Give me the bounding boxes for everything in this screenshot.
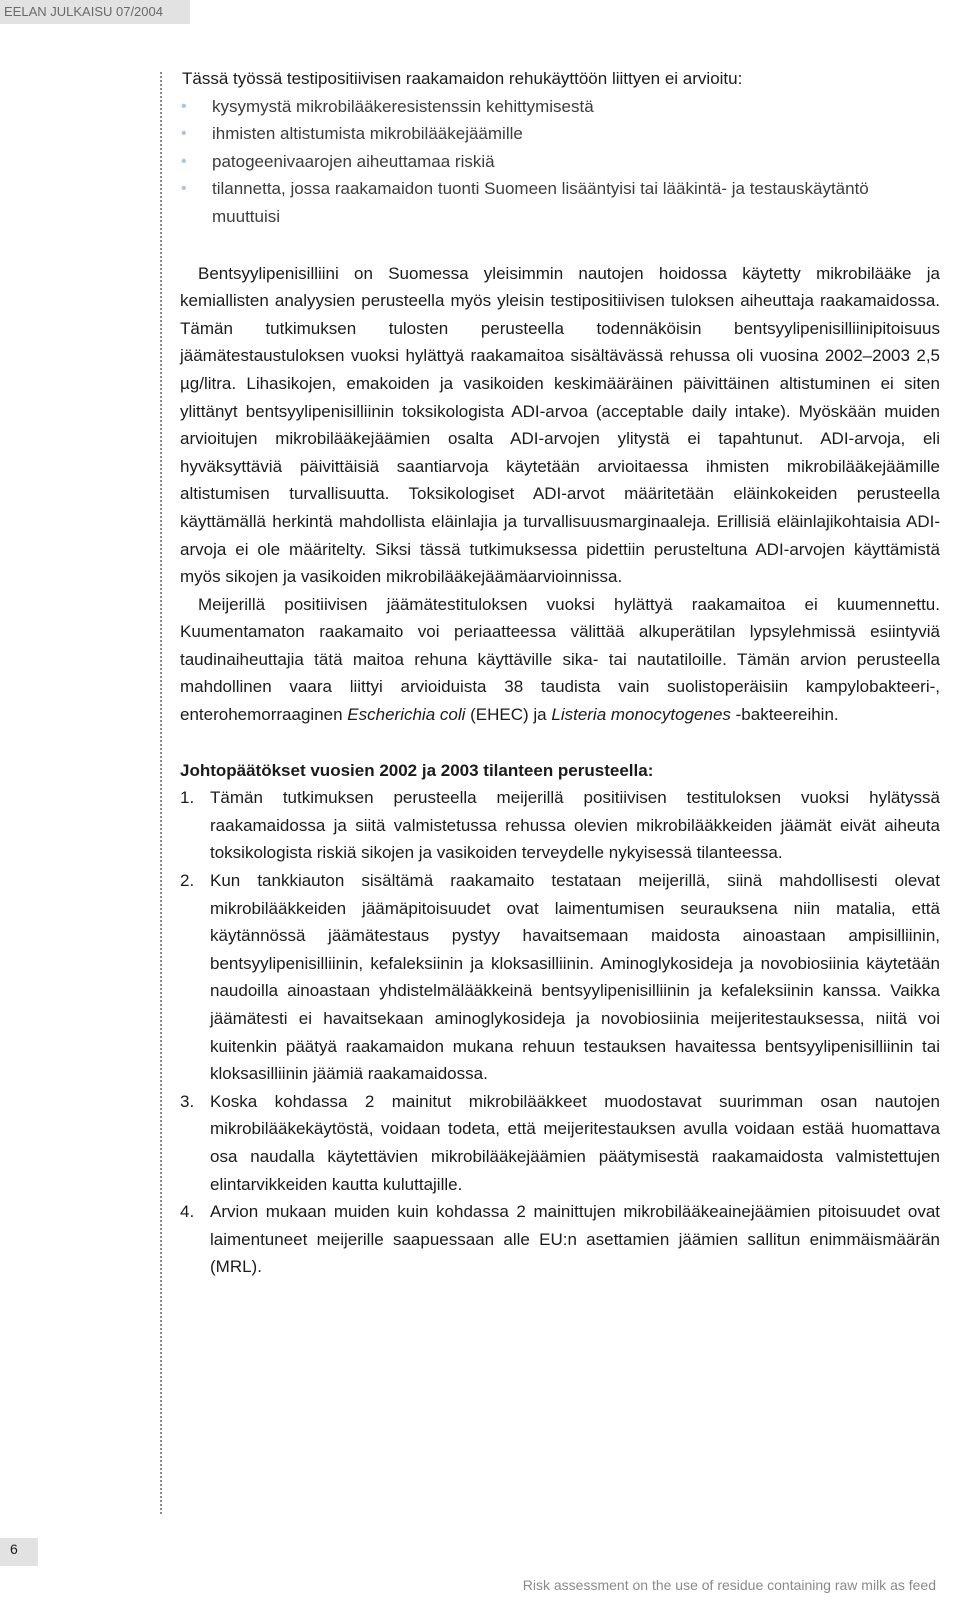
running-footer: Risk assessment on the use of residue containing raw milk as feed [522, 1577, 936, 1593]
main-content [180, 65, 940, 1281]
body-paragraph: Bentsyylipenisilliini on Suomessa yleisimmin nautojen hoidossa käytetty mikrobilääke ja kemiallisten analyysien perusteella myös yleisin testipositiivisen tuloksen aiheuttaja raakamaidossa. Tämän tutkimuksen tulosten perusteella todennäköisin bentsyylipenisilliinipitoisuus jäämätestaustuloksen vuoksi hylättyä raakamaitoa sisältävässä rehussa oli vuosina 2002–2003 2,5 µg/litra. Lihasikojen, emakoiden ja vasikoiden keskimääräinen päivittäinen altistuminen ei siten ylittänyt bentsyylipenisilliinin toksikologista ADI-arvoa (acceptable daily intake). Myöskään muiden arvioitujen mikrobilääkejäämien osalta ADI-arvojen ylitystä ei tapahtunut. ADI-arvoja, eli hyväksyttäviä päivittäisiä saantiarvoja käytetään arvioitaessa ihmisten mikrobilääkejäämille altistumisen turvallisuutta. Toksikologiset ADI-arvot määritetään eläinkokeiden perusteella käyttämällä herkintä mahdollista eläinlajia ja turvallisuusmarginaaleja. Erillisiä eläinlajikohtaisia ADI-arvoja ei ole määritelty. Siksi tässä tutkimuksessa pidettiin perusteltuna ADI-arvojen käyttämistä myös sikojen ja vasikoiden mikrobilääkejäämäarvioinnissa. [180, 263, 940, 587]
page-number: 6 [10, 1541, 18, 1557]
bullet-icon: • [181, 125, 187, 143]
item-number: 1. [180, 788, 195, 808]
bullet-list [180, 93, 940, 231]
dotted-margin-rule [160, 72, 162, 1514]
bullet-icon: • [181, 97, 187, 115]
page-number-tab [0, 1538, 38, 1566]
species-name: Escherichia coli [347, 705, 466, 725]
list-item: • ihmisten altistumista mikrobilääkejäämille [180, 120, 940, 148]
bullet-icon: • [181, 180, 187, 198]
list-item: 1. Tämän tutkimuksen perusteella meijerillä positiivisen testituloksen vuoksi hylätyssä raakamaidossa ja siitä valmistetussa rehussa olevien mikrobilääkkeiden jäämät eivät aiheuta toksikologista riskiä sikojen ja vasikoiden terveydelle nykyisessä tilanteessa. [180, 784, 940, 867]
list-item: 4. Arvion mukaan muiden kuin kohdassa 2 mainittujen mikrobilääkeainejäämien pitoisuudet ovat laimentuneet meijerille saapuessaan alle EU:n asettamien jäämien sallitun enimmäismäärän (MRL). [180, 1198, 940, 1281]
intro-text: Tässä työssä testipositiivisen raakamaidon rehukäyttöön liittyen ei arvioitu: [182, 69, 743, 88]
list-item: • tilannetta, jossa raakamaidon tuonti Suomeen lisääntyisi tai lääkintä- ja testauskäytäntö muuttuisi [180, 175, 940, 230]
bullet-icon: • [181, 152, 187, 170]
conclusions-heading: Johtopäätökset vuosien 2002 ja 2003 tilanteen perusteella: [180, 760, 654, 780]
running-header: EELAN JULKAISU 07/2004 [0, 0, 190, 24]
species-name: Listeria monocytogenes [551, 705, 731, 725]
conclusions-list [180, 784, 940, 1281]
list-item: 3. Koska kohdassa 2 mainitut mikrobilääkkeet muodostavat suurimman osan nautojen mikrobilääkekäytöstä, voidaan todeta, että meijeritestauksen avulla voidaan estää huomattava osa naudalla käytettävien mikrobilääkejäämien päätymisestä raakamaidosta valmistettujen elintarvikkeiden kautta kuluttajille. [180, 1088, 940, 1198]
item-number: 3. [180, 1091, 195, 1111]
list-item: • patogeenivaarojen aiheuttamaa riskiä [180, 148, 940, 176]
list-item: • kysymystä mikrobilääkeresistenssin kehittymisestä [180, 93, 940, 121]
item-number: 2. [180, 871, 195, 891]
body-paragraph: Meijerillä positiivisen jäämätestituloksen vuoksi hylättyä raakamaitoa ei kuumennettu. Kuumentamaton raakamaito voi periaatteessa välittää alkuperätilan lypsylehmissä esiintyviä taudinaiheuttajia tätä maitoa rehuna käyttäville sika- tai nautatiloille. Tämän arvion perusteella mahdollinen vaara liittyi arvioiduista 38 taudista vain suolistoperäisiin kampylobakteeri-, enterohemorraaginen Escherichia coli (EHEC) ja Listeria monocytogenes -bakteereihin. [180, 594, 940, 725]
item-number: 4. [180, 1202, 195, 1222]
list-item: 2. Kun tankkiauton sisältämä raakamaito testataan meijerillä, siinä mahdollisesti olevat mikrobilääkkeiden jäämäpitoisuudet ovat laimentumisen seurauksena niin matalia, että käytännössä jäämätestaus pystyy havaitsemaan maidosta ainoastaan ampisilliinin, bentsyylipenisilliinin, kefaleksiinin ja kloksasilliinin. Aminoglykosideja ja novobiosiinia käytetään naudoilla ainoastaan yhdistelmälääkkeinä bentsyylipenisilliinin ja kefaleksiinin kanssa. Vaikka jäämätesti ei havaitsekaan aminoglykosideja ja novobiosiinia meijeritestauksessa, niitä voi kuitenkin päätyä raakamaidon mukana rehuun testauksen havaitessa bentsyylipenisilliinin tai kloksasilliinin jäämiä raakamaidossa. [180, 867, 940, 1088]
